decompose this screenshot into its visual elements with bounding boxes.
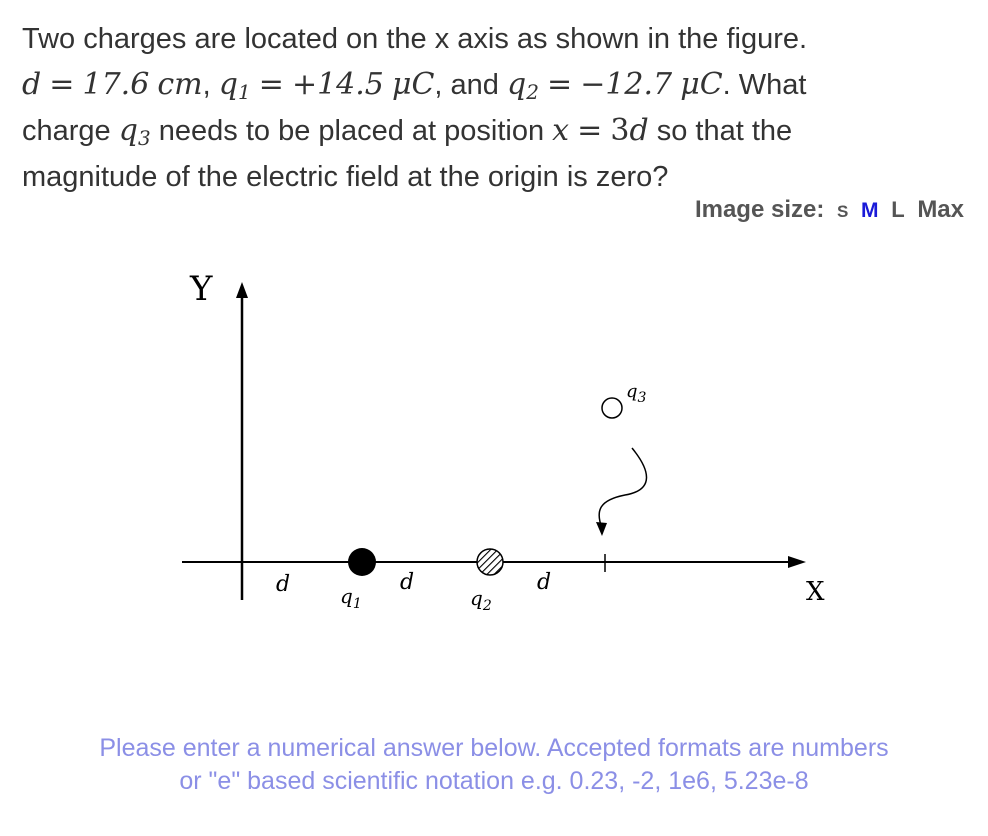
charge-q3	[602, 398, 622, 418]
position-value: 3d	[610, 113, 649, 148]
image-size-medium-link[interactable]: M	[861, 199, 879, 222]
image-size-large-link[interactable]: L	[891, 197, 905, 222]
question-text	[22, 16, 962, 200]
charge-q1-label: $q_1$	[340, 584, 362, 612]
q2-symbol: $q_2$	[506, 67, 539, 104]
q2-value: −12.7	[580, 67, 673, 102]
question-line-1: Two charges are located on the x axis as shown in the figure.	[22, 23, 808, 55]
instructions-line-1: Please enter a numerical answer below. Accepted formats are numbers	[99, 734, 889, 762]
charges-figure	[0, 250, 988, 630]
d-value: 17.6	[82, 67, 150, 102]
q2-unit: μC	[680, 67, 723, 102]
answer-instructions	[0, 732, 988, 798]
instructions-line-2: or "e" based scientific notation e.g. 0.23, -2, 1e6, 5.23e-8	[179, 767, 809, 795]
image-size-label: Image size:	[694, 196, 825, 223]
charge-q1	[348, 548, 376, 576]
y-axis-label: Y	[190, 269, 213, 309]
question-line-3: charge $q_3$ needs to be placed at position x = 3d so that the	[22, 113, 793, 150]
question-line-4: magnitude of the electric field at the origin is zero?	[22, 161, 669, 193]
x-axis-label: X	[806, 577, 825, 607]
spacing-label-d3: d	[537, 570, 552, 595]
q1-value: +14.5	[291, 67, 384, 102]
cm-unit: cm	[157, 67, 203, 102]
charge-q2-label: $q_2$	[470, 586, 492, 614]
charge-q2	[477, 549, 503, 575]
q3-placement-arrowhead-icon	[596, 522, 607, 536]
y-axis-arrow-icon	[236, 282, 248, 298]
image-size-small-link[interactable]: S	[837, 202, 849, 221]
x-symbol: x	[552, 113, 570, 148]
x-axis-arrow-icon	[788, 556, 806, 568]
q1-unit: μC	[391, 67, 435, 102]
q3-placement-arrow	[599, 448, 646, 528]
spacing-label-d2: d	[400, 570, 415, 595]
q1-symbol: $q_1$	[218, 67, 251, 104]
q3-symbol: $q_3$	[118, 113, 151, 150]
and-text: , and	[434, 69, 499, 101]
what-text: . What	[722, 69, 807, 101]
d-symbol: d	[22, 67, 42, 102]
image-size-selector	[695, 196, 964, 224]
question-line-2: d = 17.6 cm, $q_1 = +14.5$ μC, and $q_2 = -12.7$ μC. What	[22, 67, 807, 104]
spacing-label-d1: d	[276, 572, 291, 597]
charge-q3-label: $q_3$	[626, 381, 647, 406]
image-size-max-link[interactable]: Max	[917, 196, 964, 223]
equals-sign: =	[49, 67, 75, 102]
